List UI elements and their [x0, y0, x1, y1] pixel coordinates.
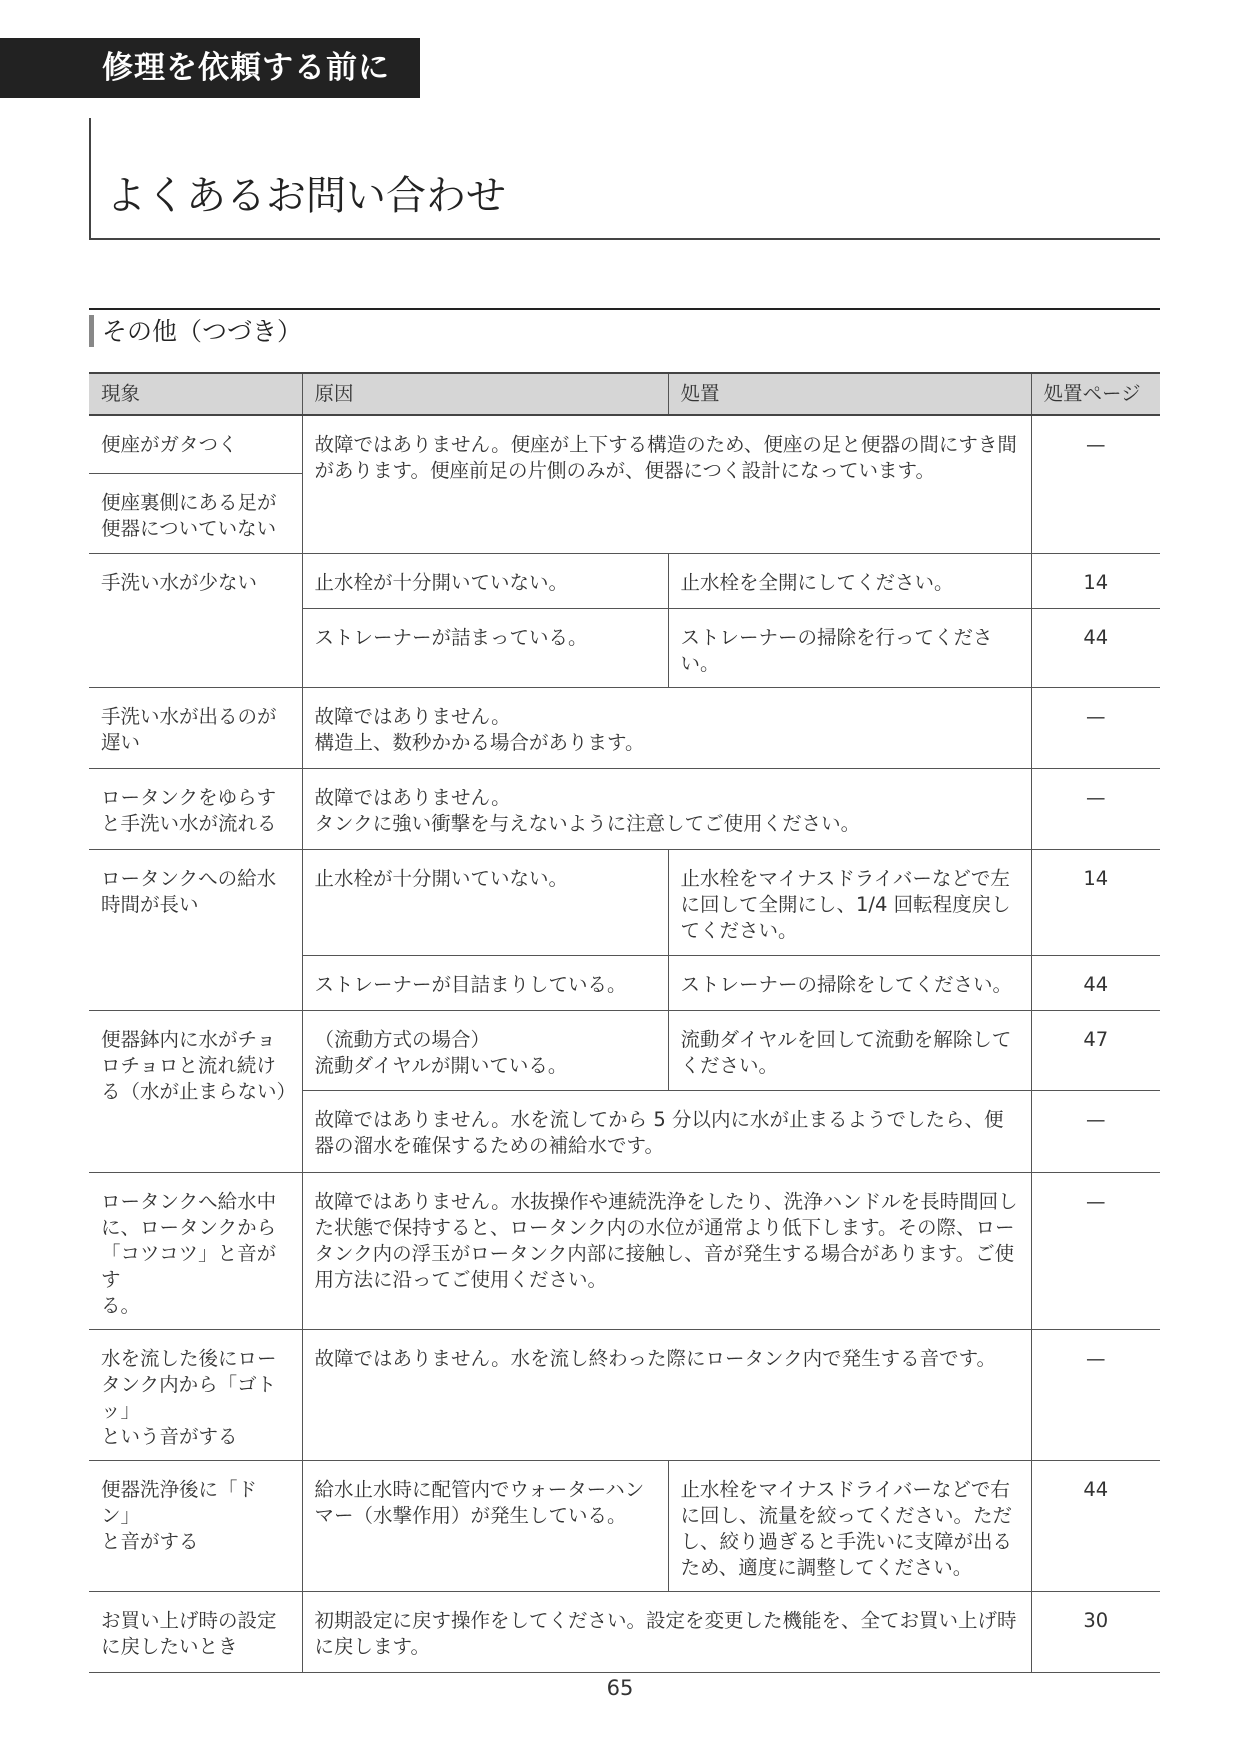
cause-cell: （流動方式の場合） 流動ダイヤルが開いている。: [302, 1010, 668, 1090]
page-cell: 14: [1031, 849, 1160, 955]
table-row: [89, 1460, 1160, 1591]
section-title: その他（つづき）: [102, 317, 303, 346]
table-row: [89, 415, 1160, 473]
table-row: [89, 687, 1160, 768]
action-cell: 止水栓を全開にしてください。: [668, 553, 1031, 608]
page-cell: 44: [1031, 608, 1160, 687]
chapter-banner: 修理を依頼する前に: [0, 38, 420, 98]
page-cell: 44: [1031, 1460, 1160, 1591]
cause-cell: 故障ではありません。水抜操作や連続洗浄をしたり、洗浄ハンドルを長時間回した状態で保持すると、ロータンク内の水位が通常より低下します。その際、ロータンク内の浮玉がロータンク内部に接触し、音が発生する場合があります。ご使用方法に沿ってご使用ください。: [302, 1172, 1031, 1329]
symptom-cell: ロータンクをゆらす と手洗い水が流れる: [89, 768, 302, 849]
cause-cell: 故障ではありません。水を流してから 5 分以内に水が止まるようでしたら、便器の溜水を確保するための補給水です。: [302, 1090, 1031, 1172]
page-cell: —: [1031, 1329, 1160, 1460]
page-cell: —: [1031, 768, 1160, 849]
action-cell: 止水栓をマイナスドライバーなどで左に回して全開にし、1/4 回転程度戻してください。: [668, 849, 1031, 955]
page-number: 65: [606, 1676, 634, 1700]
action-cell: ストレーナーの掃除を行ってください。: [668, 608, 1031, 687]
header-action: 処置: [668, 373, 1031, 415]
cause-cell: 故障ではありません。 タンクに強い衝撃を与えないように注意してご使用ください。: [302, 768, 1031, 849]
symptom-cell: お買い上げ時の設定 に戻したいとき: [89, 1591, 302, 1672]
title-rule-vertical: [89, 118, 91, 240]
table-row: [89, 849, 1160, 955]
action-cell: ストレーナーの掃除をしてください。: [668, 955, 1031, 1010]
symptom-cell: 便座がガタつく: [89, 415, 302, 473]
cause-cell: 故障ではありません。便座が上下する構造のため、便座の足と便器の間にすき間があります。便座前足の片側のみが、便器につく設計になっています。: [302, 415, 1031, 553]
table-row: [89, 553, 1160, 608]
cause-cell: 初期設定に戻す操作をしてください。設定を変更した機能を、全てお買い上げ時に戻します。: [302, 1591, 1031, 1672]
symptom-cell: 便器洗浄後に「ドン」 と音がする: [89, 1460, 302, 1591]
cause-cell: 止水栓が十分開いていない。: [302, 849, 668, 955]
table-row: [89, 1591, 1160, 1672]
cause-cell: 故障ではありません。 構造上、数秒かかる場合があります。: [302, 687, 1031, 768]
symptom-cell: 手洗い水が少ない: [89, 553, 302, 687]
cause-cell: 故障ではありません。水を流し終わった際にロータンク内で発生する音です。: [302, 1329, 1031, 1460]
page-cell: —: [1031, 1090, 1160, 1172]
action-cell: 流動ダイヤルを回して流動を解除してください。: [668, 1010, 1031, 1090]
table-row: [89, 1329, 1160, 1460]
cause-cell: ストレーナーが目詰まりしている。: [302, 955, 668, 1010]
section-marker: [89, 315, 94, 347]
header-cause: 原因: [302, 373, 668, 415]
header-page: 処置ページ: [1031, 373, 1160, 415]
title-rule-horizontal: [89, 238, 1160, 240]
page-cell: 44: [1031, 955, 1160, 1010]
table-row: [89, 1010, 1160, 1090]
section-rule: [89, 308, 1160, 310]
page-cell: 30: [1031, 1591, 1160, 1672]
page-cell: —: [1031, 1172, 1160, 1329]
header-symptom: 現象: [89, 373, 302, 415]
table-row: [89, 1172, 1160, 1329]
symptom-cell: ロータンクへの給水 時間が長い: [89, 849, 302, 1010]
faq-table: [89, 372, 1160, 1673]
page-cell: 47: [1031, 1010, 1160, 1090]
symptom-cell: 便座裏側にある足が 便器についていない: [89, 473, 302, 553]
page-cell: 14: [1031, 553, 1160, 608]
symptom-cell: 水を流した後にロー タンク内から「ゴトッ」 という音がする: [89, 1329, 302, 1460]
action-cell: 止水栓をマイナスドライバーなどで右に回し、流量を絞ってください。ただし、絞り過ぎると手洗いに支障が出るため、適度に調整してください。: [668, 1460, 1031, 1591]
table-header-row: [89, 373, 1160, 415]
symptom-cell: 便器鉢内に水がチョ ロチョロと流れ続け る（水が止まらない）: [89, 1010, 302, 1172]
symptom-cell: ロータンクへ給水中 に、ロータンクから 「コツコツ」と音がす る。: [89, 1172, 302, 1329]
cause-cell: 止水栓が十分開いていない。: [302, 553, 668, 608]
symptom-cell: 手洗い水が出るのが 遅い: [89, 687, 302, 768]
cause-cell: ストレーナーが詰まっている。: [302, 608, 668, 687]
table-row: [89, 768, 1160, 849]
cause-cell: 給水止水時に配管内でウォーターハンマー（水撃作用）が発生している。: [302, 1460, 668, 1591]
page-cell: —: [1031, 415, 1160, 553]
page-cell: —: [1031, 687, 1160, 768]
page-title: よくあるお問い合わせ: [106, 173, 506, 219]
